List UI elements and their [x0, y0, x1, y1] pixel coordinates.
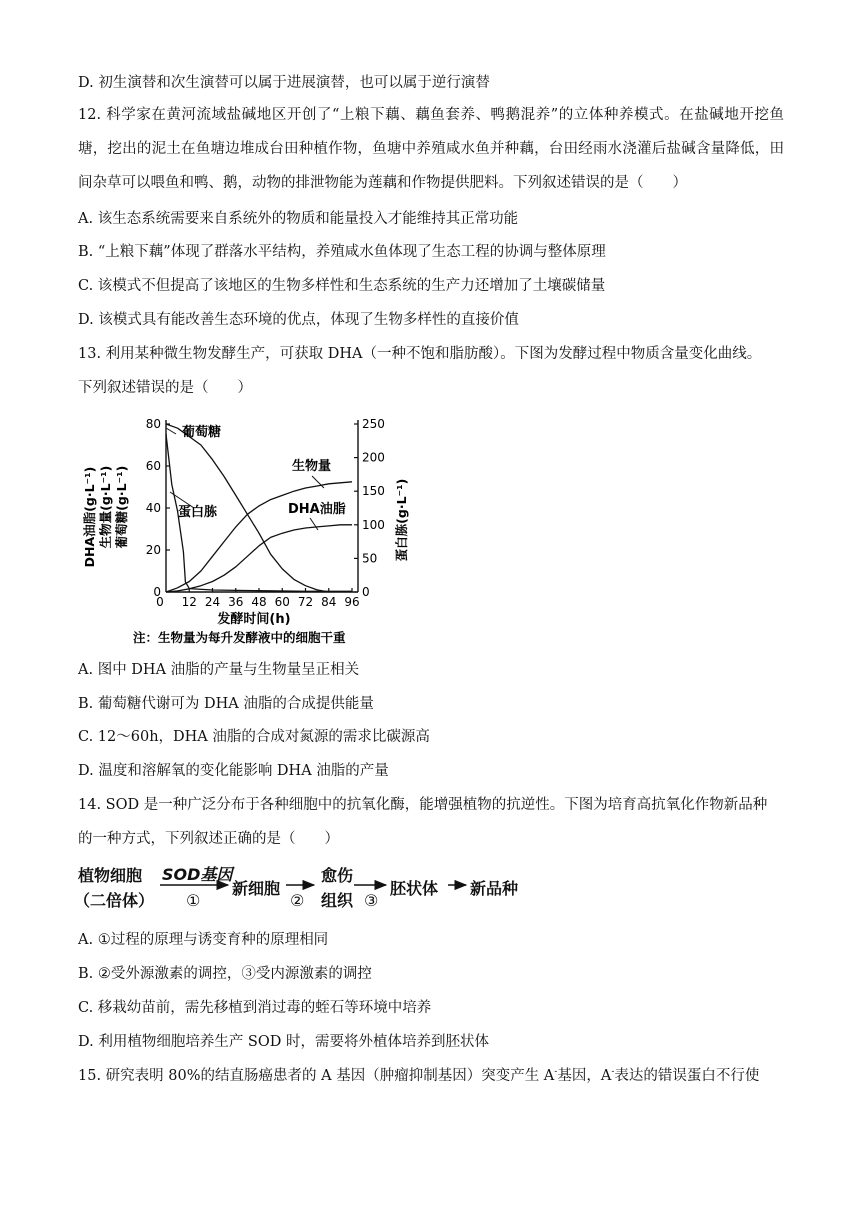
- left-tick-label: 0: [153, 585, 161, 599]
- right-tick-label: 100: [362, 517, 385, 532]
- flow-step-1: ①: [186, 891, 201, 910]
- q15-stem: [78, 1066, 759, 1086]
- q13-option-d: D. 温度和溶解氧的变化能影响 DHA 油脂的产量: [78, 763, 389, 779]
- q15-sup2: -: [611, 1067, 615, 1078]
- label-leader: [166, 428, 176, 434]
- breeding-flow-diagram: [74, 856, 538, 916]
- q14-option-b: B. ②受外源激素的调控，③受内源激素的调控: [78, 966, 372, 982]
- x-tick-label: 60: [274, 595, 290, 609]
- q13-stem-line2: 下列叙述错误的是（ ）: [78, 380, 252, 396]
- series-label: 生物量: [292, 459, 332, 474]
- flow-step-2: ②: [290, 891, 305, 910]
- series-label: DHA油脂: [288, 502, 346, 517]
- q14-option-c: C. 移栽幼苗前，需先移植到消过毒的蛭石等环境中培养: [78, 1000, 432, 1016]
- left-ylabel-glucose: 葡萄糖(g·L⁻¹): [114, 465, 129, 549]
- right-tick-label: 200: [362, 450, 385, 465]
- right-tick-label: 250: [362, 417, 385, 431]
- flow-callus-line1: 愈伤: [321, 866, 354, 885]
- x-tick-label: 12: [181, 595, 197, 609]
- label-leader: [310, 518, 318, 530]
- x-tick-label: 84: [321, 595, 337, 609]
- q14-option-a: A. ①过程的原理与诱变育种的原理相同: [78, 932, 329, 948]
- x-tick-label: 36: [228, 595, 244, 609]
- flow-embryoid: 胚状体: [390, 879, 439, 898]
- q15-part1: 15. 研究表明 80%的结直肠癌患者的 A 基因（肿瘤抑制基因）突变产生 A: [78, 1068, 555, 1084]
- q15-part3: 表达的错误蛋白不行使: [614, 1068, 760, 1084]
- series-label: 蛋白胨: [178, 505, 218, 520]
- x-tick-label: 72: [297, 595, 314, 609]
- q12-option-c: C. 该模式不但提高了该地区的生物多样性和生态系统的生产力还增加了土壤碳储量: [78, 278, 606, 294]
- flow-new-cell: 新细胞: [232, 879, 281, 898]
- q14-stem-line1: 14. SOD 是一种广泛分布于各种细胞中的抗氧化酶，能增强植物的抗逆性。下图为培育高抗氧化作物新品种: [78, 797, 768, 813]
- q14-option-d: D. 利用植物细胞培养生产 SOD 时，需要将外植体培养到胚状体: [78, 1034, 489, 1050]
- q12-option-a: A. 该生态系统需要来自系统外的物质和能量投入才能维持其正常功能: [78, 211, 519, 227]
- left-ylabel-biomass: 生物量(g·L⁻¹): [98, 465, 113, 549]
- x-tick-label: 0: [156, 595, 164, 609]
- right-tick-label: 0: [362, 585, 370, 599]
- fermentation-chart: [78, 412, 438, 652]
- chart-note: 注：生物量为每升发酵液中的细胞干重: [133, 630, 346, 645]
- curve-DHA油脂: [166, 525, 352, 592]
- flow-diploid: （二倍体）: [74, 891, 155, 910]
- x-tick-label: 48: [251, 595, 267, 609]
- x-axis-label: 发酵时间(h): [217, 612, 291, 627]
- x-tick-label: 24: [204, 595, 221, 609]
- x-tick-label: 96: [344, 595, 360, 609]
- left-ylabel-dha: DHA油脂(g·L⁻¹): [82, 466, 97, 568]
- q15-part2: 基因，A: [557, 1068, 612, 1084]
- left-tick-label: 40: [145, 501, 161, 515]
- q15-sup1: -: [554, 1067, 558, 1078]
- left-tick-label: 20: [145, 543, 161, 557]
- q13-option-b: B. 葡萄糖代谢可为 DHA 油脂的合成提供能量: [78, 696, 374, 712]
- right-ylabel-peptone: 蛋白胨(g·L⁻¹): [394, 478, 409, 562]
- q14-stem-line2: 的一种方式，下列叙述正确的是（ ）: [78, 831, 339, 847]
- flow-callus-line2: 组织: [321, 891, 354, 910]
- q12-stem: 12. 科学家在黄河流域盐碱地区开创了“上粮下藕、藕鱼套养、鸭鹅混养”的立体种养模式。在盐碱地开挖鱼塘，挖出的泥土在鱼塘边堆成台田种植作物，鱼塘中养殖咸水鱼并种藕，台田经雨水浇灌后盐碱含量降低，田间杂草可以喂鱼和鸭、鹅，动物的排泄物能为莲藕和作物提供肥料。下列叙述错误的是（ ）: [78, 107, 784, 191]
- q12-option-d: D. 该模式具有能改善生态环境的优点，体现了生物多样性的直接价值: [78, 312, 519, 328]
- q13-stem-line1: 13. 利用某种微生物发酵生产，可获取 DHA（一种不饱和脂肪酸）。下图为发酵过程中物质含量变化曲线。: [78, 346, 762, 362]
- flow-new-variety: 新品种: [470, 879, 519, 898]
- q13-option-c: C. 12～60h，DHA 油脂的合成对氮源的需求比碳源高: [78, 729, 430, 745]
- curve-生物量: [166, 482, 352, 592]
- series-labels: [166, 424, 346, 530]
- q13-option-a: A. 图中 DHA 油脂的产量与生物量呈正相关: [78, 662, 360, 678]
- flow-plant-cell: 植物细胞: [78, 866, 143, 885]
- right-tick-label: 150: [362, 484, 385, 499]
- flow-step-3: ③: [364, 891, 379, 910]
- left-tick-label: 80: [145, 417, 161, 431]
- left-tick-label: 60: [145, 459, 161, 473]
- q11-option-d: D. 初生演替和次生演替可以属于进展演替，也可以属于逆行演替: [78, 75, 490, 91]
- right-tick-label: 50: [362, 551, 378, 566]
- q12-option-b: B. “上粮下藕”体现了群落水平结构，养殖咸水鱼体现了生态工程的协调与整体原理: [78, 244, 606, 260]
- series-label: 葡萄糖: [182, 425, 222, 440]
- flow-sod-gene: SOD基因: [162, 865, 233, 884]
